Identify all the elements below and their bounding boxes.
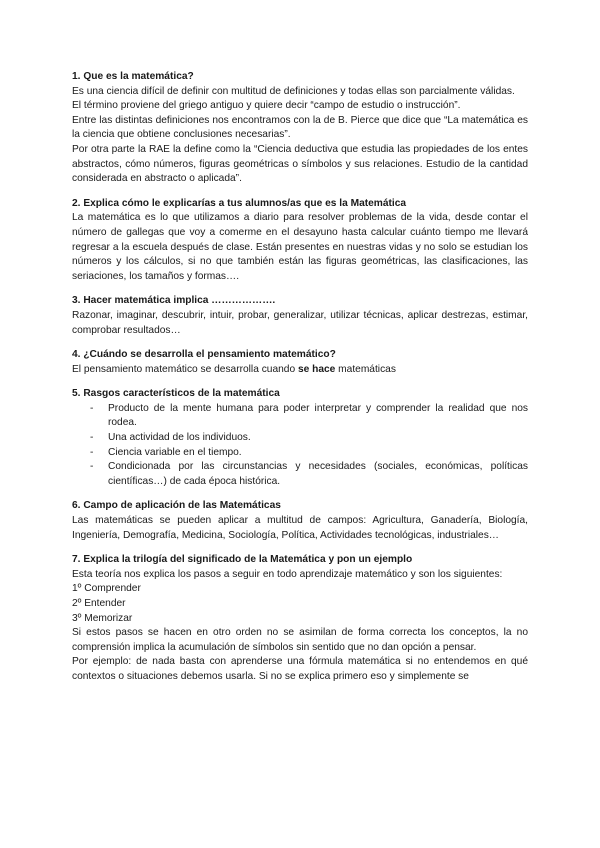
section-1 — [72, 70, 528, 187]
list-item — [72, 402, 528, 431]
dash-list — [72, 402, 528, 490]
section-6 — [72, 499, 528, 543]
paragraph: Razonar, imaginar, descubrir, intuir, probar, generalizar, utilizar técnicas, aplicar destrezas, estimar, comprobar resultados… — [72, 309, 528, 336]
paragraph — [72, 363, 528, 378]
section-title: 4. ¿Cuándo se desarrolla el pensamiento matemático? — [72, 349, 336, 361]
paragraph: Por otra parte la RAE la define como la “Ciencia deductiva que estudia las propiedades de los entes abstractos, cómo números, figuras geométricas o símbolos y sus relaciones. Estudio de la cantidad considerada en abstracto o aplicada”. — [72, 143, 528, 185]
paragraph: Las matemáticas se pueden aplicar a multitud de campos: Agricultura, Ganadería, Biología, Ingeniería, Demografía, Medicina, Sociología, Política, Actividades tecnológicas, industriales… — [72, 515, 528, 541]
dash-bullet: - — [90, 446, 94, 458]
section-3 — [72, 294, 528, 338]
section-7 — [72, 553, 528, 684]
section-title: 7. Explica la trilogía del significado de la Matemática y pon un ejemplo — [72, 554, 413, 566]
dash-bullet: - — [90, 461, 94, 473]
list-item — [72, 431, 528, 446]
section-title: 6. Campo de aplicación de las Matemáticas — [72, 500, 281, 512]
list-item-text: Condicionada por las circunstancias y necesidades (sociales, económicas, políticas científicas…) de cada época histórica. — [108, 461, 528, 487]
section-2 — [72, 197, 528, 285]
list-item — [72, 446, 528, 461]
section-title: 3. Hacer matemática implica ………………. — [72, 295, 276, 307]
dash-bullet: - — [90, 402, 94, 414]
section-title: 5. Rasgos característicos de la matemática — [72, 388, 280, 400]
list-item-text: Ciencia variable en el tiempo. — [108, 446, 242, 458]
section-5 — [72, 387, 528, 489]
paragraph: Entre las distintas definiciones nos encontramos con la de B. Pierce que dice que “La matemática es la ciencia que obtiene conclusiones necesarias”. — [72, 114, 528, 141]
paragraph: Si estos pasos se hacen en otro orden no se asimilan de forma correcta los conceptos, la no comprensión implica la acumulación de símbolos sin sentido que no dan opción a pensar. — [72, 627, 528, 653]
paragraph: El término proviene del griego antiguo y quiere decir “campo de estudio o instrucción”. — [72, 100, 461, 112]
list-item-text: Producto de la mente humana para poder interpretar y comprender la realidad que nos rodea. — [108, 402, 528, 429]
bold-text: se hace — [297, 363, 336, 375]
paragraph: Por ejemplo: de nada basta con aprenderse una fórmula matemática si no entendemos en qué contextos o situaciones debemos usarla. Si no se explica primero eso y simplemente se — [72, 656, 528, 682]
paragraph: La matemática es lo que utilizamos a diario para resolver problemas de la vida, desde contar el número de gallegas que voy a comerme en el desayuno hasta calcular cuánto tiempo me llevará regresar a la escuela después de clase. Están presentes en nuestras vidas y no solo se estudian los números y los cálculos, si no que también están las figuras geométricas, las clasificaciones, las seriaciones, los tamaños y formas…. — [72, 212, 528, 282]
paragraph: Esta teoría nos explica los pasos a seguir en todo aprendizaje matemático y son los siguientes: — [72, 568, 503, 580]
section-title: 1. Que es la matemática? — [72, 71, 194, 82]
list-item-text: Una actividad de los individuos. — [108, 432, 251, 444]
section-title: 2. Explica cómo le explicarías a tus alumnos/as que es la Matemática — [72, 197, 407, 209]
dash-bullet: - — [90, 432, 94, 444]
text: matemáticas — [335, 363, 396, 375]
text: El pensamiento matemático se desarrolla cuando — [72, 363, 298, 375]
list-item — [72, 460, 528, 489]
paragraph: 1º Comprender — [72, 583, 141, 595]
paragraph: Es una ciencia difícil de definir con multitud de definiciones y todas ellas son parcialmente válidas. — [72, 85, 515, 97]
section-4 — [72, 348, 528, 377]
document-page — [72, 70, 528, 695]
paragraph: 3º Memorizar — [72, 612, 133, 624]
paragraph: 2º Entender — [72, 598, 126, 609]
